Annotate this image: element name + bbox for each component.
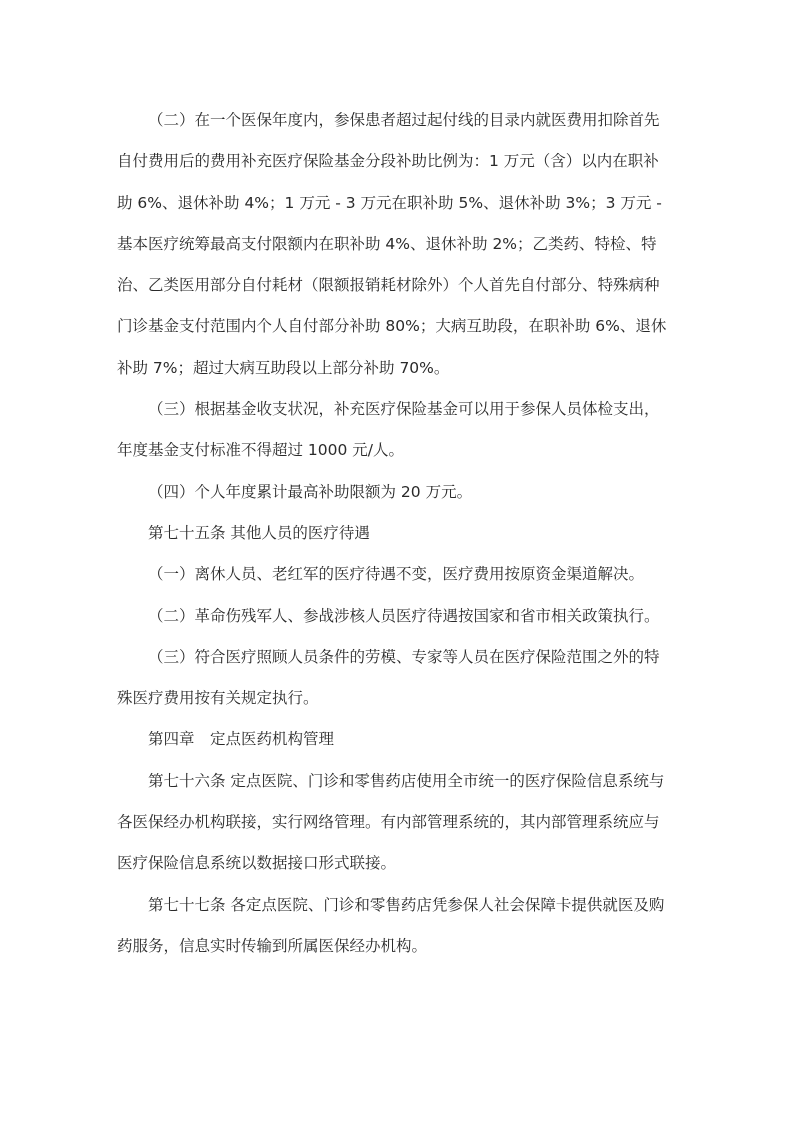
document-body [117,100,677,967]
text-line: 第七十七条 各定点医院、门诊和零售药店凭参保人社会保障卡提供就医及购 [148,895,665,914]
text-line: （三）根据基金收支状况，补充医疗保险基金可以用于参保人员体检支出， [148,400,660,419]
text-line: （四）个人年度累计最高补助限额为 20 万元。 [148,482,473,501]
text-line: （三）符合医疗照顾人员条件的劳模、专家等人员在医疗保险范围之外的特 [148,647,660,666]
text-line: （二）在一个医保年度内，参保患者超过起付线的目录内就医费用扣除首先 [148,111,660,129]
text-line: （二）革命伤残军人、参战涉核人员医疗待遇按国家和省市相关政策执行。 [148,606,660,625]
text-line: 助 6%、退休补助 4%；1 万元 - 3 万元在职补助 5%、退休补助 3%；3 万元 - [117,193,662,212]
text-line: 治、乙类医用部分自付耗材（限额报销耗材除外）个人首先自付部分、特殊病种 [117,276,660,295]
text-line: 各医保经办机构联接，实行网络管理。有内部管理系统的，其内部管理系统应与 [117,813,660,832]
text-line: 殊医疗费用按有关规定执行。 [117,689,319,708]
text-line: 医疗保险信息系统以数据接口形式联接。 [117,854,397,873]
text-line: 第七十六条 定点医院、门诊和零售药店使用全市统一的医疗保险信息系统与 [148,771,665,790]
text-line: 基本医疗统筹最高支付限额内在职补助 4%、退休补助 2%；乙类药、特检、特 [117,234,657,253]
text-line: （一）离休人员、老红军的医疗待遇不变，医疗费用按原资金渠道解决。 [148,565,645,584]
text-line: 第七十五条 其他人员的医疗待遇 [148,523,370,542]
text-line: 第四章 定点医药机构管理 [148,730,335,749]
text-line: 年度基金支付标准不得超过 1000 元/人。 [117,441,405,460]
text-line: 门诊基金支付范围内个人自付部分补助 80%；大病互助段，在职补助 6%、退休 [117,317,667,336]
text-line: 药服务，信息实时传输到所属医保经办机构。 [117,936,428,955]
text-line: 自付费用后的费用补充医疗保险基金分段补助比例为：1 万元（含）以内在职补 [117,152,659,171]
text-line: 补助 7%；超过大病互助段以上部分补助 70%。 [117,358,450,377]
